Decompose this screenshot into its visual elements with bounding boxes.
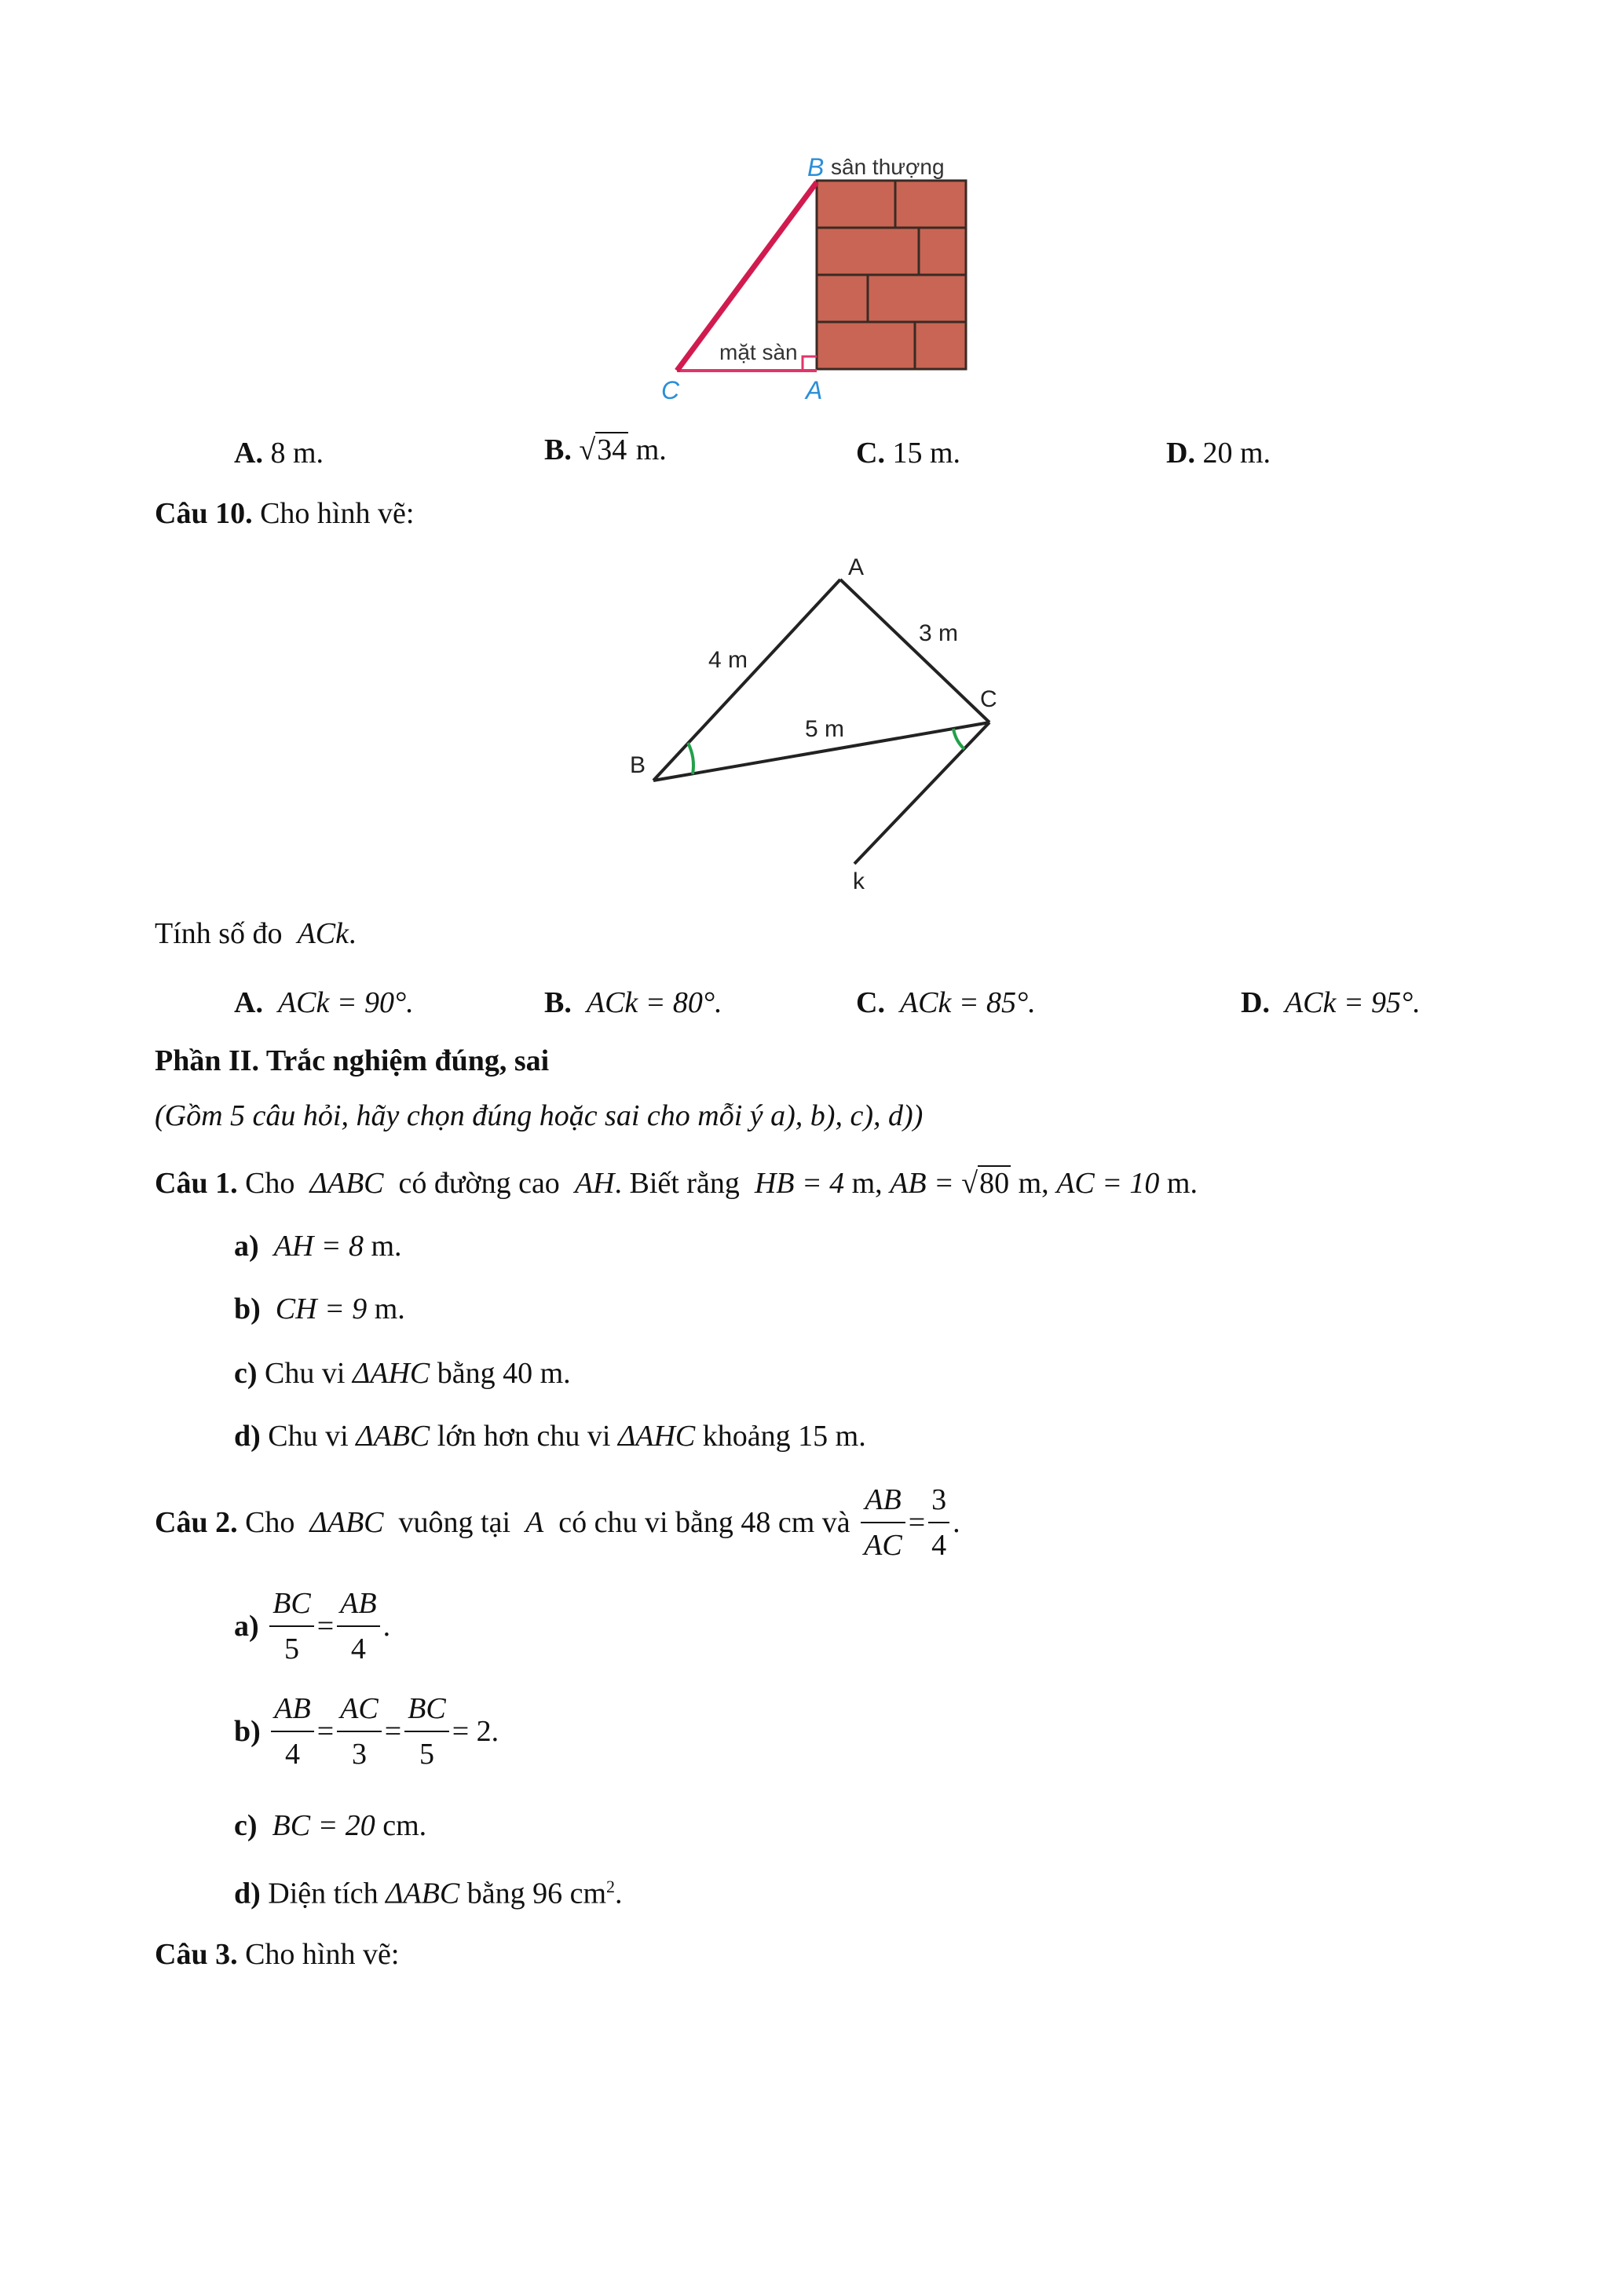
q1-item-d: d) Chu vi ΔABC lớn hơn chu vi ΔAHC khoảng 15 m. bbox=[234, 1420, 866, 1453]
q10-option-d: D. ACk = 95°. bbox=[1241, 986, 1421, 1019]
q3-heading: Câu 3. Cho hình vẽ: bbox=[155, 1938, 400, 1971]
side-bc-label: 5 m bbox=[805, 716, 845, 742]
q1-item-c: c) Chu vi ΔAHC bằng 40 m. bbox=[234, 1357, 571, 1390]
q9-option-a: A. 8 m. bbox=[234, 437, 324, 470]
right-angle-marker bbox=[803, 356, 817, 371]
q2-heading: Câu 2. Cho ΔABC vuông tại A có chu vi bằng 48 cm và $\frac{AB}{AC}$ = $\frac{3}{4}$ . bbox=[155, 1483, 960, 1562]
ratio-ab-ac: $\frac{AB}{AC}$ bbox=[861, 1484, 905, 1563]
q9-option-c: C. 15 m. bbox=[856, 437, 961, 470]
label-floor: mặt sàn bbox=[719, 340, 798, 364]
q1-item-a: a) AH = 8 m. bbox=[234, 1230, 402, 1263]
vertex-c: C bbox=[980, 686, 997, 712]
side-ac-label: 3 m bbox=[919, 620, 959, 646]
q10-option-a: A. ACk = 90°. bbox=[234, 986, 414, 1019]
part2-title: Phần II. Trắc nghiệm đúng, sai bbox=[155, 1044, 550, 1077]
brick-wall bbox=[817, 181, 966, 369]
q2-item-b: b) $\frac{AB}{4}$ = $\frac{AC}{3}$ = $\frac{BC}{5}$ = 2. bbox=[234, 1692, 499, 1771]
label-a: A bbox=[806, 376, 823, 404]
q2-item-a: a) $\frac{BC}{5}$ = $\frac{AB}{4}$ . bbox=[234, 1587, 391, 1665]
label-b: B bbox=[807, 153, 825, 181]
sqrt-34: √34 bbox=[579, 433, 627, 466]
triangle-figure bbox=[620, 550, 1013, 895]
part2-subtitle: (Gồm 5 câu hỏi, hãy chọn đúng hoặc sai cho mỗi ý a), b), c), d)) bbox=[155, 1099, 924, 1132]
q2-item-d: d) Diện tích ΔABC bằng 96 $cm^2$. bbox=[234, 1877, 623, 1910]
vertex-b: B bbox=[630, 752, 646, 778]
q10-option-b: B. ACk = 80°. bbox=[544, 986, 722, 1019]
q2-item-c: c) BC = 20 cm. bbox=[234, 1809, 427, 1842]
point-k: k bbox=[853, 868, 865, 894]
ladder-wall-figure bbox=[644, 149, 974, 408]
label-c: C bbox=[661, 376, 680, 404]
q1-heading: Câu 1. Cho ΔABC có đường cao AH. Biết rằng HB = 4 m, AB = √80 m, AC = 10 m. bbox=[155, 1167, 1198, 1200]
q1-item-b: b) CH = 9 m. bbox=[234, 1292, 405, 1325]
ratio-3-4: $\frac{3}{4}$ bbox=[928, 1484, 949, 1563]
q10-option-c: C. ACk = 85°. bbox=[856, 986, 1036, 1019]
label-top: sân thượng bbox=[831, 155, 945, 179]
side-ab-label: 4 m bbox=[708, 647, 748, 673]
q10-heading: Câu 10. Cho hình vẽ: bbox=[155, 497, 415, 530]
sqrt-80: √80 bbox=[961, 1167, 1010, 1200]
q10-prompt: Tính số đo ACk. bbox=[155, 917, 357, 950]
vertex-a: A bbox=[848, 554, 865, 580]
q9-option-b: B. √34 m. bbox=[544, 433, 667, 466]
angle-arc-c bbox=[953, 729, 964, 749]
q9-option-d: D. 20 m. bbox=[1166, 437, 1271, 470]
angle-arc-b bbox=[688, 743, 693, 774]
